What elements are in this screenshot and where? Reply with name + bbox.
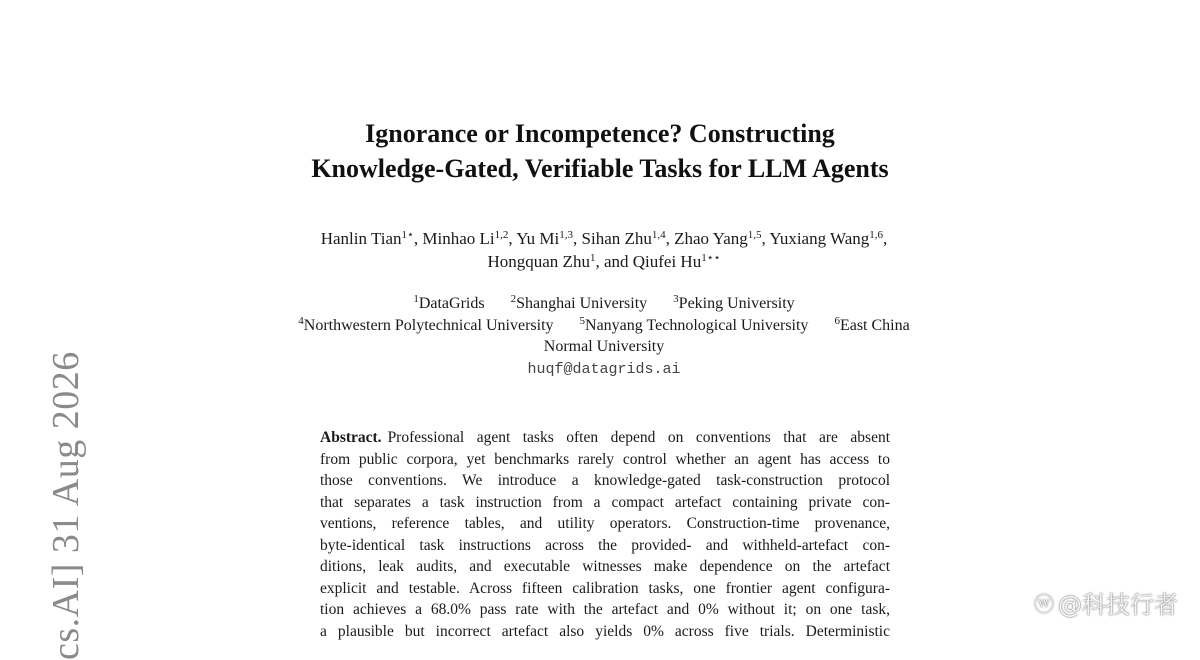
abstract-line — [320, 427, 890, 449]
abstract-line: ditions, leak audits, and executable witnesses make dependence on the artefact — [320, 558, 890, 575]
abstract-line: byte-identical task instructions across the provided- and withheld-artefact con- — [320, 536, 890, 554]
affiliation-name: Peking University — [678, 295, 795, 312]
watermark — [1034, 585, 1178, 620]
affiliation-name: East China — [839, 316, 910, 334]
author-line-1: Hanlin Tian$^{1⋆}$, Minhao Li$^{1,2}$, Yu Mi$^{1,3}$, Sihan Zhu$^{1,4}$, Zhao Yang$^{1,5}$, Yuxiang Wang$^{1,6}$, — [320, 229, 888, 248]
abstract-heading: Abstract. — [320, 429, 382, 446]
author-name: Hanlin Tian — [320, 229, 402, 248]
abstract-line: that separates a task instruction from a compact artefact containing private con- — [320, 493, 890, 511]
affiliation-name: DataGrids — [418, 295, 485, 312]
author-name: Hongquan Zhu — [487, 252, 590, 271]
affiliation-num: 4 — [298, 314, 304, 327]
contact-email[interactable]: huqf@datagrids.ai — [527, 360, 681, 378]
affiliation-row-2 — [0, 315, 1200, 337]
affiliation-num: 5 — [579, 314, 586, 327]
affiliation-num: 3 — [673, 293, 679, 305]
affiliation-row-1 — [0, 293, 1200, 315]
author-name: Zhao Yang — [674, 229, 748, 248]
abstract-line: explicit and testable. Across fifteen calibration tasks, one frontier agent configura- — [320, 579, 890, 597]
affiliation-block — [0, 293, 1200, 380]
author-affil: 1⋆⋆ — [701, 252, 721, 264]
abstract-line: those conventions. We introduce a knowledge-gated task-construction protocol — [320, 472, 890, 489]
author-list — [0, 227, 1200, 273]
author-affil: 1,5 — [747, 229, 762, 241]
arxiv-side-stamp — [44, 330, 87, 660]
watermark-text: @科技行者 — [1058, 591, 1178, 619]
author-affil: 1⋆ — [401, 229, 414, 241]
abstract-text: Professional agent tasks often depend on conventions that are absent — [387, 429, 890, 446]
author-line-2: Hongquan Zhu$^1$, and Qiufei $Hu^{1⋆⋆}$ — [487, 252, 721, 271]
author-name: Minhao Li — [422, 229, 495, 248]
affiliation-row-4 — [0, 358, 1200, 381]
weibo-icon: ⓦ — [1034, 592, 1054, 616]
author-name: Yuxiang Wang — [769, 229, 870, 248]
affiliation-num: 6 — [834, 314, 840, 327]
affiliation-name: Shanghai University — [516, 295, 648, 312]
author-affil: 1,4 — [651, 229, 666, 241]
affiliation-num: 1 — [413, 293, 419, 305]
affiliation-name: Nanyang Technological University — [585, 316, 809, 334]
author-affil: 1,3 — [559, 229, 574, 241]
affiliation-name: Northwestern Polytechnical University — [303, 316, 554, 334]
author-name: Sihan Zhu — [581, 229, 652, 248]
abstract-line: ventions, reference tables, and utility operators. Construction-time provenance, — [320, 515, 890, 532]
abstract-line: tion achieves a 68.0% pass rate with the artefact and 0% without it; on one task, — [320, 601, 890, 618]
paper-title — [0, 116, 1200, 186]
abstract-line: from public corpora, yet benchmarks rarely control whether an agent has access to — [320, 450, 890, 468]
affiliation-num: 2 — [510, 293, 517, 305]
author-name: Yu Mi — [516, 229, 560, 248]
title-line-1: Ignorance or Incompetence? Constructing — [365, 119, 835, 148]
author-name: Qiufei Hu — [632, 252, 702, 271]
arxiv-stamp-text: cs.AI] 31 Aug 2026 — [45, 351, 87, 660]
title-line-2: Knowledge-Gated, Verifiable Tasks for LLM Agents — [311, 154, 889, 183]
affiliation-row-3 — [0, 336, 1200, 358]
author-affil: 1,2 — [494, 229, 509, 241]
abstract — [320, 427, 890, 642]
abstract-line: a plausible but incorrect artefact also yields 0% across five trials. Deterministic — [320, 622, 890, 640]
author-affil: 1 — [589, 252, 596, 264]
author-affil: 1,6 — [869, 229, 884, 241]
affiliation-name: Normal University — [543, 338, 665, 355]
